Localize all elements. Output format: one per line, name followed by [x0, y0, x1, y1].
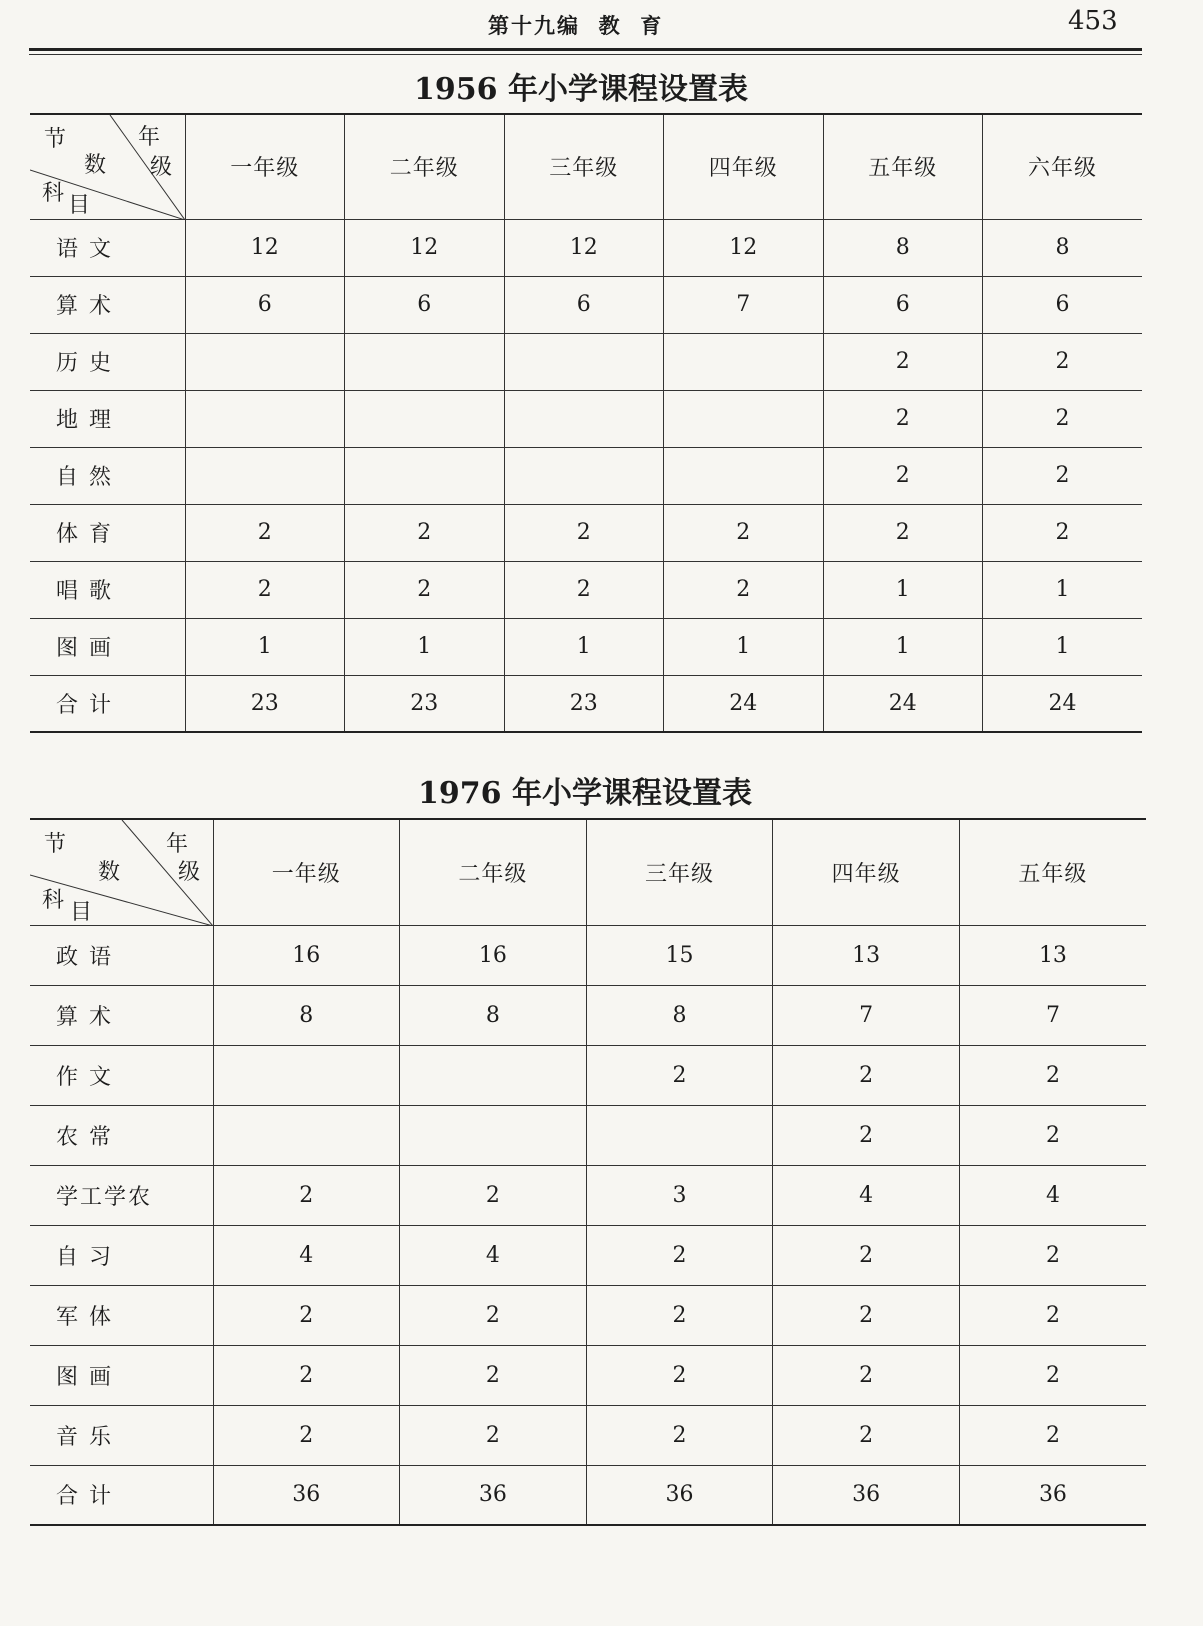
hours-cell: 2 — [504, 504, 664, 561]
table-row — [30, 561, 1142, 618]
hours-cell: 2 — [959, 1225, 1146, 1285]
grade-header: 二年级 — [400, 819, 587, 925]
hours-cell — [664, 447, 824, 504]
subject-cell: 政 语 — [30, 925, 213, 985]
hours-cell: 23 — [185, 675, 345, 732]
corner-label-jie: 节 — [44, 127, 67, 152]
hours-cell: 2 — [959, 1345, 1146, 1405]
hours-cell: 2 — [773, 1345, 960, 1405]
hours-cell: 2 — [959, 1105, 1146, 1165]
table-row — [30, 1225, 1146, 1285]
hours-cell: 2 — [400, 1285, 587, 1345]
hours-cell: 2 — [213, 1285, 400, 1345]
hours-cell: 2 — [983, 390, 1143, 447]
table-row — [30, 675, 1142, 732]
corner-label-jie: 节 — [44, 832, 67, 857]
grade-header: 六年级 — [983, 114, 1143, 219]
hours-cell: 23 — [504, 675, 664, 732]
hours-cell: 8 — [983, 219, 1143, 276]
hours-cell: 12 — [664, 219, 824, 276]
table-row — [30, 390, 1142, 447]
hours-cell: 2 — [959, 1405, 1146, 1465]
hours-cell: 8 — [586, 985, 773, 1045]
hours-cell: 2 — [983, 447, 1143, 504]
hours-cell — [185, 447, 345, 504]
hours-cell: 36 — [213, 1465, 400, 1525]
hours-cell: 2 — [823, 447, 983, 504]
hours-cell: 12 — [185, 219, 345, 276]
subject-cell: 音 乐 — [30, 1405, 213, 1465]
hours-cell: 2 — [773, 1285, 960, 1345]
hours-cell: 2 — [586, 1405, 773, 1465]
hours-cell: 2 — [823, 333, 983, 390]
grade-header: 三年级 — [504, 114, 664, 219]
hours-cell: 1 — [823, 561, 983, 618]
table-1956 — [30, 113, 1142, 733]
table-row — [30, 276, 1142, 333]
hours-cell — [185, 333, 345, 390]
grade-header: 一年级 — [185, 114, 345, 219]
hours-cell: 12 — [345, 219, 505, 276]
hours-cell: 2 — [345, 561, 505, 618]
corner-label-nian: 年 — [138, 125, 161, 150]
corner-label-ji: 级 — [150, 155, 173, 180]
hours-cell: 2 — [213, 1405, 400, 1465]
hours-cell: 36 — [586, 1465, 773, 1525]
hours-cell: 4 — [213, 1225, 400, 1285]
hours-cell — [213, 1105, 400, 1165]
subject-cell: 作 文 — [30, 1045, 213, 1105]
grade-header: 五年级 — [959, 819, 1146, 925]
subject-cell: 自 然 — [30, 447, 185, 504]
hours-cell — [504, 390, 664, 447]
corner-label-ke: 科 — [42, 181, 65, 206]
grade-header: 三年级 — [586, 819, 773, 925]
table-row — [30, 447, 1142, 504]
grade-header: 一年级 — [213, 819, 400, 925]
hours-cell — [345, 333, 505, 390]
hours-cell: 2 — [983, 504, 1143, 561]
subject-cell: 历 史 — [30, 333, 185, 390]
table-row — [30, 1105, 1146, 1165]
hours-cell: 36 — [959, 1465, 1146, 1525]
corner-label-nian: 年 — [166, 832, 189, 857]
hours-cell: 36 — [400, 1465, 587, 1525]
subject-cell: 合 计 — [30, 1465, 213, 1525]
hours-cell: 8 — [823, 219, 983, 276]
hours-cell: 15 — [586, 925, 773, 985]
hours-cell: 7 — [664, 276, 824, 333]
subject-cell: 学工学农 — [30, 1165, 213, 1225]
subject-cell: 农 常 — [30, 1105, 213, 1165]
table-row — [30, 1345, 1146, 1405]
hours-cell: 4 — [959, 1165, 1146, 1225]
table-1976-corner-header — [30, 819, 213, 925]
hours-cell: 12 — [504, 219, 664, 276]
table-1956-corner-header — [30, 114, 185, 219]
hours-cell: 1 — [185, 618, 345, 675]
hours-cell: 2 — [213, 1165, 400, 1225]
hours-cell: 8 — [400, 985, 587, 1045]
hours-cell — [504, 447, 664, 504]
grade-header: 二年级 — [345, 114, 505, 219]
table-row — [30, 1405, 1146, 1465]
header-rule — [29, 48, 1142, 51]
hours-cell: 6 — [185, 276, 345, 333]
hours-cell — [504, 333, 664, 390]
hours-cell: 8 — [213, 985, 400, 1045]
subject-cell: 算 术 — [30, 276, 185, 333]
hours-cell: 2 — [586, 1225, 773, 1285]
table-row — [30, 985, 1146, 1045]
hours-cell — [185, 390, 345, 447]
grade-header: 五年级 — [823, 114, 983, 219]
hours-cell: 36 — [773, 1465, 960, 1525]
hours-cell: 2 — [959, 1045, 1146, 1105]
corner-label-ke: 科 — [42, 888, 65, 913]
hours-cell: 2 — [664, 504, 824, 561]
table-1976 — [30, 818, 1146, 1526]
table-row — [30, 618, 1142, 675]
hours-cell: 2 — [983, 333, 1143, 390]
hours-cell: 2 — [773, 1045, 960, 1105]
hours-cell: 6 — [345, 276, 505, 333]
hours-cell: 2 — [773, 1225, 960, 1285]
subject-cell: 图 画 — [30, 1345, 213, 1405]
table-row — [30, 1165, 1146, 1225]
hours-cell: 23 — [345, 675, 505, 732]
hours-cell — [345, 447, 505, 504]
table-row — [30, 1465, 1146, 1525]
corner-label-shu: 数 — [84, 153, 107, 178]
hours-cell: 16 — [213, 925, 400, 985]
hours-cell: 2 — [586, 1045, 773, 1105]
hours-cell: 4 — [400, 1225, 587, 1285]
subject-cell: 语 文 — [30, 219, 185, 276]
hours-cell: 2 — [185, 504, 345, 561]
hours-cell: 1 — [345, 618, 505, 675]
hours-cell: 6 — [823, 276, 983, 333]
hours-cell — [586, 1105, 773, 1165]
hours-cell: 2 — [213, 1345, 400, 1405]
subject-cell: 图 画 — [30, 618, 185, 675]
corner-label-mu: 目 — [68, 193, 91, 218]
table-row — [30, 925, 1146, 985]
hours-cell: 2 — [400, 1165, 587, 1225]
table-row — [30, 219, 1142, 276]
hours-cell: 13 — [959, 925, 1146, 985]
table-1956-body — [30, 219, 1142, 732]
hours-cell: 2 — [959, 1285, 1146, 1345]
corner-label-mu: 目 — [70, 900, 93, 925]
hours-cell — [400, 1045, 587, 1105]
hours-cell: 24 — [983, 675, 1143, 732]
hours-cell: 2 — [823, 504, 983, 561]
subject-cell: 体 育 — [30, 504, 185, 561]
table-1976-body — [30, 925, 1146, 1525]
subject-cell: 自 习 — [30, 1225, 213, 1285]
hours-cell — [345, 390, 505, 447]
hours-cell — [664, 333, 824, 390]
hours-cell: 1 — [664, 618, 824, 675]
hours-cell — [664, 390, 824, 447]
hours-cell: 13 — [773, 925, 960, 985]
hours-cell: 3 — [586, 1165, 773, 1225]
hours-cell: 2 — [664, 561, 824, 618]
hours-cell: 2 — [773, 1405, 960, 1465]
hours-cell: 1 — [504, 618, 664, 675]
hours-cell: 7 — [959, 985, 1146, 1045]
page-header-title: 第十九编 教 育 — [488, 13, 664, 38]
page-number: 453 — [1068, 6, 1118, 36]
hours-cell: 7 — [773, 985, 960, 1045]
table-1976-title: 1976 年小学课程设置表 — [418, 776, 752, 811]
subject-cell: 地 理 — [30, 390, 185, 447]
hours-cell: 2 — [504, 561, 664, 618]
subject-cell: 军 体 — [30, 1285, 213, 1345]
hours-cell: 6 — [504, 276, 664, 333]
hours-cell: 2 — [400, 1405, 587, 1465]
table-1956-title: 1956 年小学课程设置表 — [414, 72, 748, 107]
grade-header: 四年级 — [664, 114, 824, 219]
table-row — [30, 1285, 1146, 1345]
table-row — [30, 504, 1142, 561]
corner-label-ji: 级 — [178, 860, 201, 885]
grade-header: 四年级 — [773, 819, 960, 925]
hours-cell: 2 — [823, 390, 983, 447]
hours-cell: 16 — [400, 925, 587, 985]
subject-cell: 算 术 — [30, 985, 213, 1045]
hours-cell: 2 — [400, 1345, 587, 1405]
hours-cell — [400, 1105, 587, 1165]
hours-cell: 1 — [983, 618, 1143, 675]
subject-cell: 合 计 — [30, 675, 185, 732]
hours-cell: 2 — [586, 1285, 773, 1345]
hours-cell: 2 — [586, 1345, 773, 1405]
hours-cell: 4 — [773, 1165, 960, 1225]
hours-cell: 2 — [773, 1105, 960, 1165]
hours-cell: 2 — [185, 561, 345, 618]
hours-cell: 6 — [983, 276, 1143, 333]
subject-cell: 唱 歌 — [30, 561, 185, 618]
corner-label-shu: 数 — [98, 860, 121, 885]
header-rule-thin — [29, 54, 1142, 55]
hours-cell: 24 — [823, 675, 983, 732]
hours-cell: 2 — [345, 504, 505, 561]
table-row — [30, 1045, 1146, 1105]
hours-cell: 1 — [983, 561, 1143, 618]
hours-cell: 1 — [823, 618, 983, 675]
hours-cell: 24 — [664, 675, 824, 732]
table-row — [30, 333, 1142, 390]
hours-cell — [213, 1045, 400, 1105]
